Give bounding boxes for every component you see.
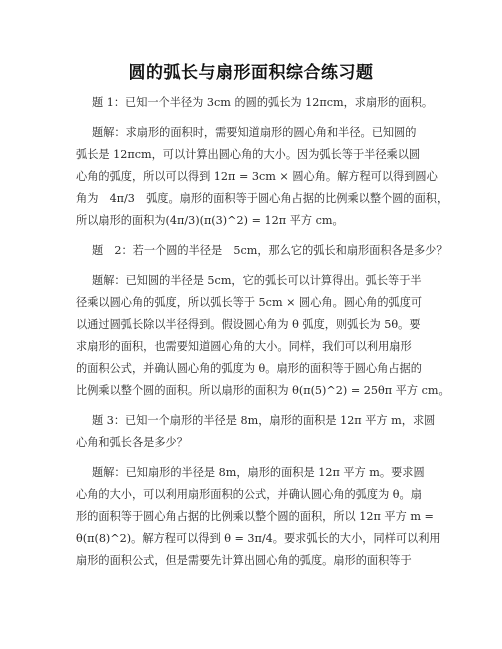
problem-3-question-line-1: 题 3：已知一个扇形的半径是 8m，扇形的面积是 12π 平方 m，求圆 [92,414,436,427]
solution-1-line-3: 心角的弧度，所以可以得到 12π = 3cm × 圆心角。解方程可以得到圆心 [76,170,438,183]
solution-2-line-6: 比例乘以整个圆的面积。所以扇形的面积为 θ(π(5)^2) = 25θπ 平方 cm。 [76,384,450,397]
solution-2-line-1: 题解：已知圆的半径是 5cm，它的弧长可以计算得出。弧长等于半 [92,274,422,287]
solution-3-line-2: 心角的大小，可以利用扇形面积的公式，并确认圆心角的弧度为 θ。扇 [76,488,422,501]
solution-2-line-3: 以通过圆弧长除以半径得到。假设圆心角为 θ 弧度，则弧长为 5θ。要 [76,318,421,331]
problem-2-question: 题 2：若一个圆的半径是 5cm，那么它的弧长和扇形面积各是多少？ [92,244,448,257]
solution-2-line-2: 径乘以圆心角的弧度，所以弧长等于 5cm × 圆心角。圆心角的弧度可 [76,296,423,309]
problem-1-question: 题 1：已知一个半径为 3cm 的圆的弧长为 12πcm，求扇形的面积。 [92,96,434,109]
solution-3-line-5: 扇形的面积公式，但是需要先计算出圆心角的弧度。扇形的面积等于 [76,554,412,567]
solution-3-line-4: θ(π(8)^2)。解方程可以得到 θ = 3π/4。要求弧长的大小，同样可以利用 [76,532,441,545]
solution-3-line-1: 题解：已知扇形的半径是 8m，扇形的面积是 12π 平方 m。要求圆 [92,466,425,479]
solution-2-line-4: 求扇形的面积，也需要知道圆心角的大小。同样，我们可以利用扇形 [76,340,412,353]
solution-1-line-5: 所以扇形的面积为(4π/3)(π(3)^2) = 12π 平方 cm。 [76,214,344,227]
solution-1-line-4: 角为 4π/3 弧度。扇形的面积等于圆心角占据的比例乘以整个圆的面积， [76,192,449,205]
problem-3-question-line-2: 心角和弧长各是多少？ [76,436,188,449]
solution-1-line-2: 弧长是 12πcm，可以计算出圆心角的大小。因为弧长等于半径乘以圆 [76,148,421,161]
solution-2-line-5: 的面积公式，并确认圆心角的弧度为 θ。扇形的面积等于圆心角占据的 [76,362,422,375]
solution-1-line-1: 题解：求扇形的面积时，需要知道扇形的圆心角和半径。已知圆的 [92,126,417,139]
solution-3-line-3: 形的面积等于圆心角占据的比例乘以整个圆的面积，所以 12π 平方 m = [76,510,434,523]
document-title: 圆的弧长与扇形面积综合练习题 [128,63,374,83]
